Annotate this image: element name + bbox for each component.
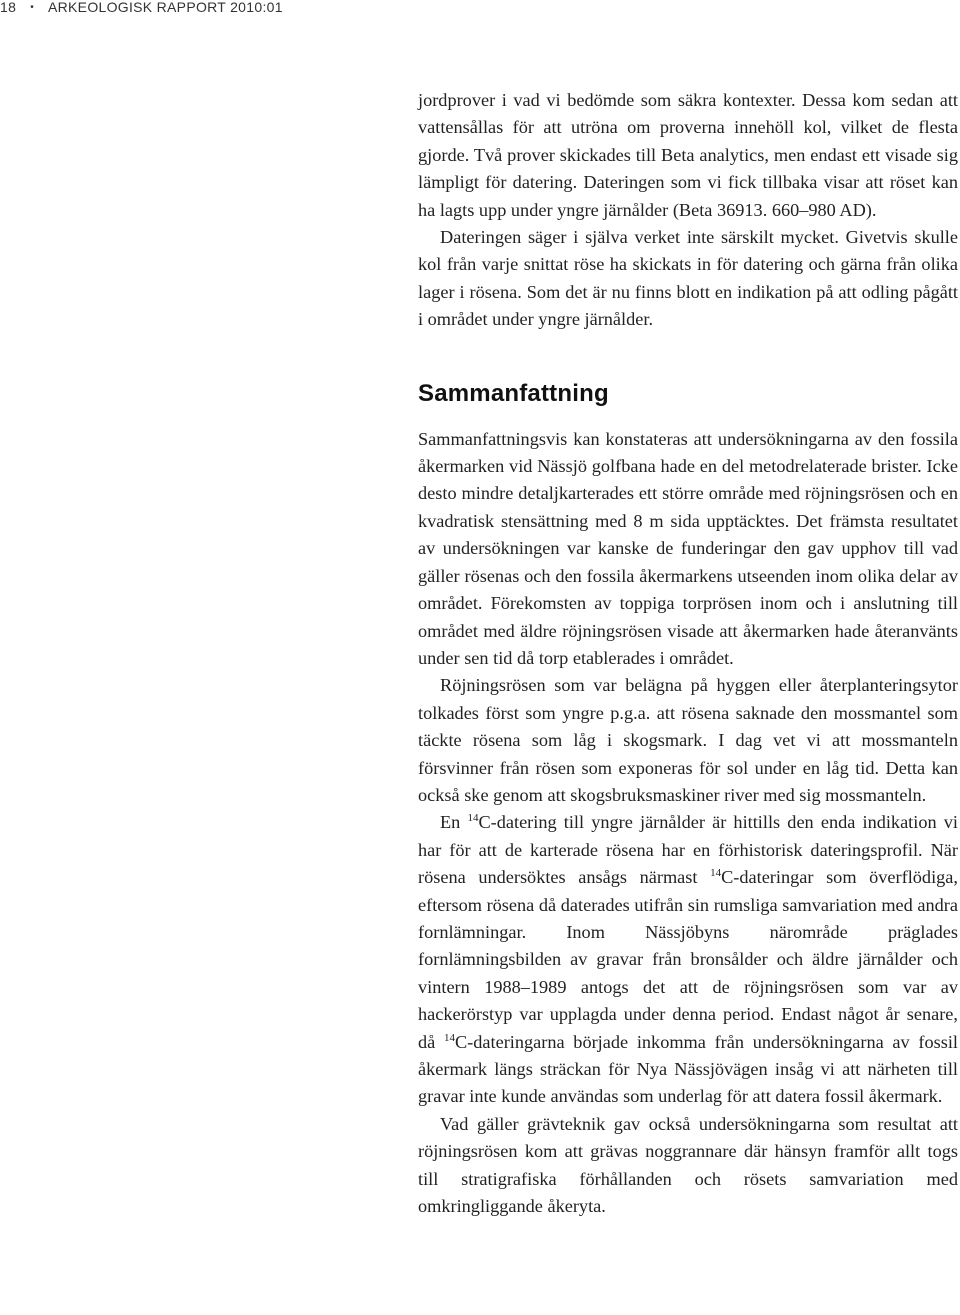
header-bullet: • [30, 2, 34, 13]
summary-paragraph-2: Röjningsrösen som var belägna på hyggen eller återplanteringsytor tolkades först som yngre p.g.a. att rösena saknade den mossmantel som täckte rösena som låg i skogsmark. I dag vet vi att mossmanteln försvinner från rösen som exponeras för sol under en låg tid. Detta kan också ske genom att skogsbruksmaskiner river med sig mossmanteln. [418, 675, 958, 805]
summary-paragraph-4: Vad gäller grävteknik gav också undersökningarna som resultat att röjningsrösen kom att grävas noggrannare där hänsyn framför allt togs till stratigrafiska förhållanden och rösets samvariation med omkringliggande åkeryta. [418, 1113, 958, 1217]
text-run: C-datering till yngre järnålder är hittills den enda indikation vi har för att de karterade rösena har en förhistorisk dateringsprofil. När rösena undersöktes ansågs närmast [418, 812, 958, 888]
summary-paragraph-3 [418, 809, 958, 1110]
text-run: En [440, 812, 468, 833]
body-paragraph-continued: jordprover i vad vi bedömde som säkra kontexter. Dessa kom sedan att vattensållas för att utröna om proverna innehöll kol, vilket de flesta gjorde. Två prover skickades till Beta analytics, men endast ett visade sig lämpligt för datering. Dateringen som vi fick tillbaka visar att röset kan ha lagts upp under yngre järnålder (Beta 36913. 660–980 AD). [418, 90, 958, 220]
superscript: 14 [710, 867, 722, 880]
running-header [0, 0, 283, 20]
page-number: 18 [0, 0, 17, 15]
superscript: 14 [467, 812, 479, 825]
running-title: ARKEOLOGISK RAPPORT 2010:01 [48, 0, 283, 15]
text-run: C-dateringar som överflödiga, eftersom rösena då daterades utifrån sin rumsliga samvariation med andra fornlämningar. Inom Nässjöbyns närområde präglades fornlämningsbilden av gravar från bronsålder och äldre järnålder och vintern 1988–1989 antogs det att de röjningsrösen som var av hackerörstyp var upplagda under denna period. Endast något år senare, då [418, 867, 958, 1052]
body-paragraph-dating: Dateringen säger i själva verket inte särskilt mycket. Givetvis skulle kol från varje snittat röse ha skickats in för datering och gärna från olika lager i rösena. Som det är nu finns blott en indikation på att odling pågått i området under yngre järnålder. [418, 227, 958, 330]
text-run: C-dateringarna började inkomma från undersökningarna av fossil åkermark längs sträckan för Nya Nässjövägen insåg vi att närheten till gravar inte kunde användas som underlag för att datera fossil åkermark. [418, 1031, 958, 1107]
section-heading: Sammanfattning [418, 379, 609, 407]
superscript: 14 [443, 1031, 455, 1044]
text-column [418, 87, 958, 1220]
summary-paragraph-1: Sammanfattningsvis kan konstateras att undersökningarna av den fossila åkermarken vid Nässjö golfbana hade en del metodrelaterade brister. Icke desto mindre detaljkarterades ett större område med röjningsrösen och en kvadratisk stensättning med 8 m sida upptäcktes. Det främsta resultatet av undersökningen var kanske de funderingar den gav upphov till vad gäller rösenas och den fossila åkermarkens utseenden inom olika delar av området. Förekomsten av toppiga torprösen inom och i anslutning till området med äldre röjningsrösen visade att åkermarken hade återanvänts under sen tid då torp etablerades i området. [418, 428, 958, 668]
